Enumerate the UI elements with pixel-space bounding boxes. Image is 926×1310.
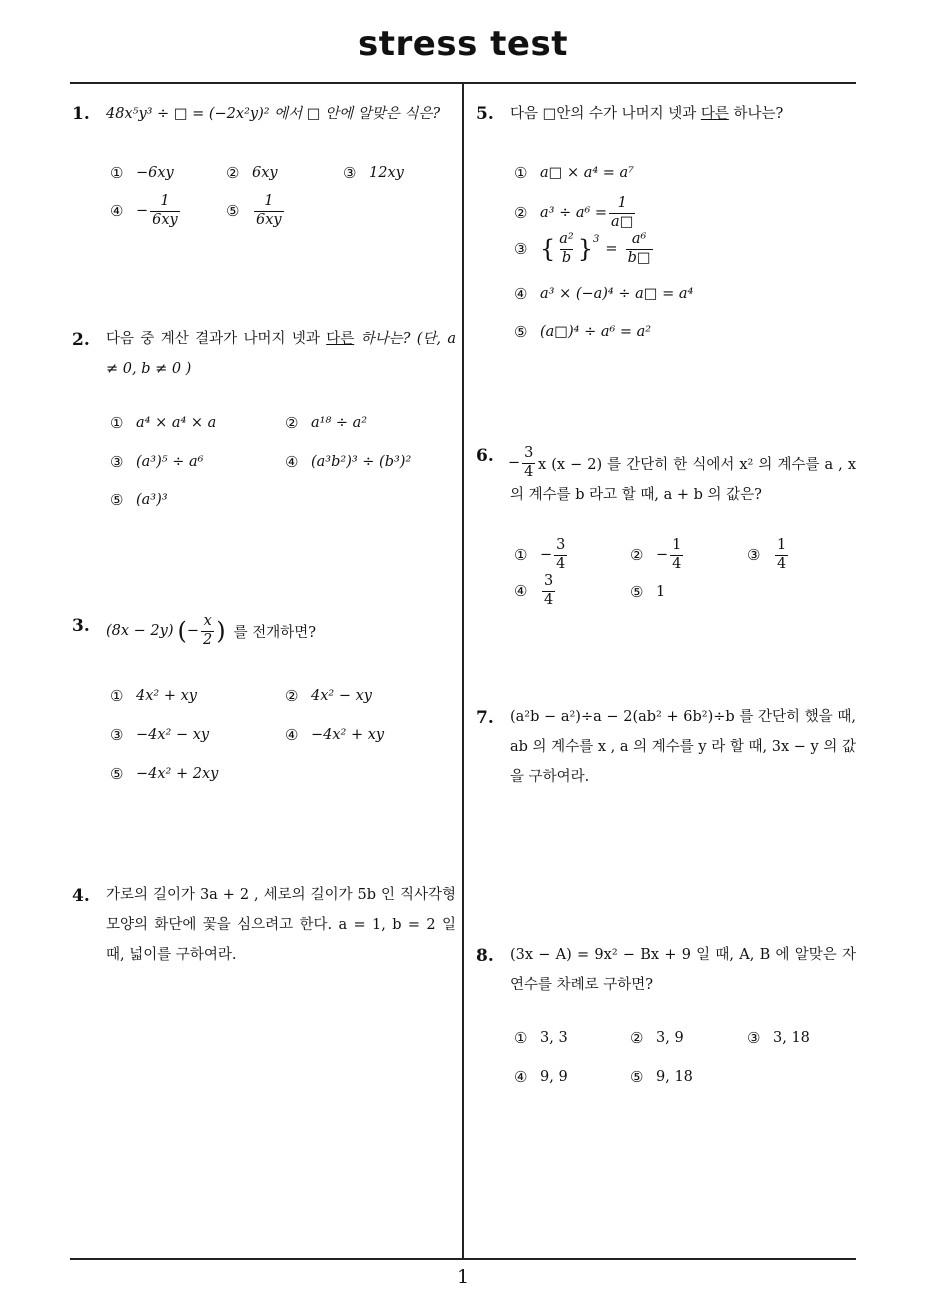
option-value: 12xy [369,165,404,181]
option-value: a³ × (−a)⁴ ÷ a□ = a⁴ [540,286,694,302]
option-marker: ⑤ [630,1068,644,1086]
option-value: a³ ÷ a⁶ = [540,205,608,222]
option-marker: ③ [110,726,124,744]
option-fraction [254,194,284,229]
option-marker: ④ [514,1068,528,1086]
question-6-option-2[interactable] [630,538,685,573]
question-1-option-3[interactable] [343,164,404,182]
option-value: −6xy [136,165,174,181]
option-marker: ① [514,164,528,182]
option-value: 3, 3 [540,1030,568,1046]
question-3-expression: (8x − 2y) [106,623,174,640]
question-6-option-3[interactable] [747,538,790,573]
fraction-numerator: a² [559,231,574,247]
question-6-option-4[interactable] [514,574,557,609]
fraction-numerator: a⁶ [631,231,647,247]
option-marker: ① [110,164,124,182]
question-1-option-1[interactable] [110,164,174,182]
option-value: 6xy [252,165,278,181]
question-5-number: 5. [476,104,494,124]
question-2-option-4[interactable] [285,453,411,471]
question-1-option-4[interactable] [110,194,182,229]
question-3-option-2[interactable] [285,687,372,705]
fraction-numerator: 3 [556,537,566,553]
fraction-denominator: 6xy [152,211,178,228]
option-marker: ① [514,1029,528,1047]
option-marker: ⑤ [110,765,124,783]
question-5-text-part: 다음 □안의 수가 나머지 넷과 [510,106,701,122]
question-2-option-5[interactable] [110,491,168,509]
fraction-denominator: 6xy [256,211,282,228]
question-7-text: (a²b − a²)÷a − 2(ab² + 6b²)÷b 를 간단히 했을 때, ab 의 계수를 x , a 의 계수를 y 라 할 때, 3x − y 의 값을 구하여라. [510,709,856,785]
fraction-numerator: 3 [544,573,554,589]
question-2-number: 2. [72,330,90,350]
question-2-option-1[interactable] [110,414,216,432]
underlined-word: 다른 [326,331,355,347]
fraction-numerator: 1 [160,193,170,209]
question-4-text: 가로의 길이가 3a + 2 , 세로의 길이가 5b 인 직사각형 모양의 화단에 꽃을 심으려고 한다. a = 1, b = 2 일 때, 넓이를 구하여라. [106,887,456,963]
fraction-numerator: 1 [617,195,627,211]
option-value: 3, 18 [773,1030,810,1046]
option-value: 9, 9 [540,1069,568,1085]
fraction-sign: − [508,455,521,472]
option-value: 1 [656,584,666,600]
option-fraction [775,538,788,573]
option-value: −4x² + xy [311,727,385,743]
fraction-numerator: x [203,613,212,629]
question-3-option-5[interactable] [110,765,218,783]
question-6-option-5[interactable] [630,583,665,601]
option-marker: ② [514,204,528,223]
option-value: (a³b²)³ ÷ (b³)² [311,454,412,470]
left-brace: { [540,235,556,264]
fraction-denominator: b□ [627,249,651,266]
option-marker: ② [285,687,299,705]
option-marker: ④ [110,202,124,221]
option-value: (a³)⁵ ÷ a⁶ [136,454,204,470]
question-5-option-2[interactable] [514,196,637,231]
option-value: a¹⁸ ÷ a² [311,415,368,431]
right-paren: ) [216,617,226,646]
question-3-option-3[interactable] [110,726,209,744]
question-6-option-1[interactable] [514,538,569,573]
option-marker: ⑤ [514,323,528,341]
option-fraction [542,574,555,609]
option-marker: ④ [514,285,528,303]
option-marker: ② [285,414,299,432]
question-2-text-part: 하나는? (단, a ≠ 0, b ≠ 0 ) [106,331,456,377]
question-8-number: 8. [476,946,494,966]
question-4-number: 4. [72,886,90,906]
option-marker: ⑤ [630,583,644,601]
fraction-denominator: 4 [524,463,534,480]
inner-fraction [557,232,575,267]
option-marker: ⑤ [110,491,124,509]
option-value: a□ × a⁴ = a⁷ [540,165,634,181]
option-sign: − [136,203,149,220]
question-5-text [510,99,856,129]
option-marker: ④ [285,453,299,471]
question-5-option-3[interactable] [514,232,655,267]
question-3-text-part: 를 전개하면? [233,624,317,641]
question-1-option-2[interactable] [226,164,278,182]
option-value: (a³)³ [136,492,168,508]
option-marker: ① [110,414,124,432]
fraction-denominator: 4 [544,591,554,608]
question-8-option-3[interactable] [747,1029,810,1047]
option-sign: − [656,547,669,564]
question-6-number: 6. [476,446,494,466]
option-marker: ③ [343,164,357,182]
question-1-text: 48x⁵y³ ÷ □ = (−2x²y)² 에서 □ 안에 알맞은 식은? [106,106,441,122]
question-6-text: x (x − 2) 를 간단히 한 식에서 x² 의 계수를 a , x 의 계수를 b 라고 할 때, a + b 의 값은? [510,457,856,503]
option-marker: ③ [110,453,124,471]
option-marker: ② [226,164,240,182]
option-fraction [150,194,180,229]
fraction-numerator: 1 [777,537,787,553]
question-3-option-4[interactable] [285,726,384,744]
option-marker: ④ [285,726,299,744]
option-value: (a□)⁴ ÷ a⁶ = a² [540,324,652,340]
right-brace: } [577,235,594,264]
footer-rule [70,1258,856,1260]
page-title: stress test [358,24,568,64]
option-marker: ② [630,1029,644,1047]
option-fraction [554,538,567,573]
option-marker: ⑤ [226,202,240,221]
option-fraction [626,232,653,267]
question-3-text [106,614,316,649]
question-5-option-1[interactable] [514,164,634,182]
fraction-sign: − [186,623,200,640]
option-value: 4x² − xy [311,688,372,704]
fraction-denominator: b [561,249,572,266]
option-marker: ① [514,546,528,565]
option-fraction [670,538,683,573]
fraction-denominator: 4 [777,555,787,572]
question-2-text [106,324,456,384]
option-marker: ① [110,687,124,705]
question-8-option-4[interactable] [514,1068,568,1086]
fraction-denominator: a□ [611,213,634,230]
question-8-option-2[interactable] [630,1029,684,1047]
page-number: 1 [456,1266,470,1288]
option-marker: ③ [747,1029,761,1047]
question-2-option-2[interactable] [285,414,367,432]
option-marker: ④ [514,582,528,601]
fraction-numerator: 1 [264,193,274,209]
exponent: 3 [593,234,600,245]
question-8-text: (3x − A) = 9x² − Bx + 9 일 때, A, B 에 알맞은 자연수를 차례로 구하면? [510,947,856,993]
option-value: 3, 9 [656,1030,684,1046]
question-3-option-1[interactable] [110,687,197,705]
question-5-option-5[interactable] [514,323,651,341]
option-value: 4x² + xy [136,688,197,704]
option-value: a⁴ × a⁴ × a [136,415,217,431]
question-2-text-part: 다음 중 계산 결과가 나머지 넷과 [106,331,327,347]
question-1-number: 1. [72,104,90,124]
fraction-numerator: 3 [524,445,534,461]
underlined-word: 다른 [700,106,729,122]
option-value: 9, 18 [656,1069,693,1085]
question-8-option-1[interactable] [514,1029,568,1047]
option-marker: ③ [747,546,761,565]
equals-sign: = [605,241,618,258]
question-7-number: 7. [476,708,494,728]
left-paren: ( [177,617,187,646]
fraction-denominator: 4 [556,555,566,572]
option-value: −4x² + 2xy [136,766,219,782]
option-value: −4x² − xy [136,727,210,743]
option-sign: − [540,547,553,564]
option-fraction [609,196,635,231]
option-marker: ② [630,546,644,565]
question-3-number: 3. [72,616,90,636]
option-marker: ③ [514,240,528,259]
column-divider [462,83,464,1258]
question-2-option-3[interactable] [110,453,203,471]
question-8-option-5[interactable] [630,1068,693,1086]
question-3-fraction [201,614,214,649]
question-1-option-5[interactable] [226,194,286,229]
question-5-text-part: 하나는? [728,106,784,122]
fraction-numerator: 1 [672,537,682,553]
fraction-denominator: 2 [203,631,213,648]
question-5-option-4[interactable] [514,285,693,303]
fraction-denominator: 4 [672,555,682,572]
